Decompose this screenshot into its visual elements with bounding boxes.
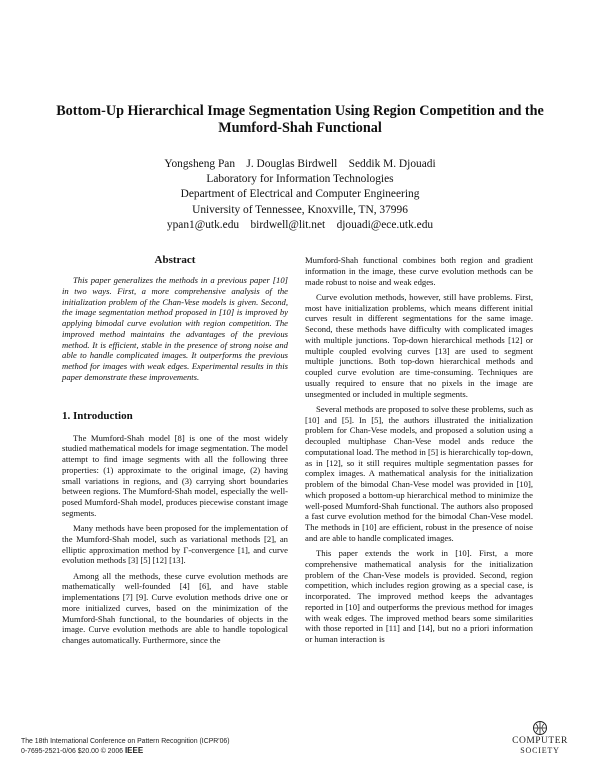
body-paragraph: This paper extends the work in [10]. First, a more comprehensive mathematical analysis for the initialization problem of the Chan-Vese models is provided. Second, region competition, which includes region growing as a special case, is incorporated. The improved method keeps the advantages reported in [10] and outperforms the previous method for images with weak edges. The improved method bears some similarities with those reported in [11] and [14], but no a priori information or human interaction is: [305, 548, 533, 644]
body-paragraph: Many methods have been proposed for the implementation of the Mumford-Shah model, such as variational methods [2], an elliptic approximation method by Γ-convergence [1], and curve evolution methods [3] [5] [12] [13].: [62, 523, 288, 566]
affiliation-dept: Department of Electrical and Computer Engineering: [180, 188, 420, 201]
affiliation-lab: Laboratory for Information Technologies: [206, 173, 394, 186]
body-paragraph: Curve evolution methods, however, still have problems. First, most have initialization problems, which means different initial curves result in different segmentations for the same image. Second, these methods have difficulty with complicated images with multiple junctions. Top-down hierarchical methods [12] or multiple coupled evolving curves [13] are used to segment multiple junctions. Both top-down hierarchical methods and coupled curve evolution are time-consuming. Techniques are usually required to ensure that no pixels in the image are unsegmented or included in multiple segments.: [305, 291, 533, 399]
right-column: [305, 255, 533, 645]
body-paragraph: Among all the methods, these curve evolution methods are mathematically well-founded [4] [6], and have stable implementations [7] [9]. Curve evolution methods drive one or more initialized curves, based on the minimization of the Mumford-Shah functional, to the boundaries of objects in the image. Curve evolution methods are able to handle topological changes automatically. Furthermore, since the: [62, 570, 288, 645]
logo-line-computer: COMPUTER: [512, 736, 568, 746]
computer-society-logo: [500, 720, 580, 770]
footer-conference: The 18th International Conference on Pattern Recognition (ICPR'06): [21, 738, 230, 745]
body-paragraph: Several methods are proposed to solve these problems, such as [10] and [5]. In [5], the authors illustrated the initialization problem for Chan-Vese models, and proposed a solution using a decoupled multiphase Chan-Vese model ands reduce the computational load. The method in [5] is hierarchically top-down, as in [12], so it still requires multiple segmentation passes for complex images. A mathematical analysis for the initialization problem of the bimodal Chan-Vese model was provided in [10], which proposed a bottom-up hierarchical method to minimize the well-posed Mumford-Shah functional. The authors also proposed a fast curve evolution method for the bimodal Chan-Vese model. The methods in [10] are efficient, robust in the presence of noise and are able to handle complicated images.: [305, 403, 533, 543]
ieee-logo-text: IEEE: [124, 746, 144, 755]
footer-copyright: [21, 746, 230, 756]
abstract-text: This paper generalizes the methods in a previous paper [10] in two ways. First, a more comprehensive analysis of the initialization problem of the Chan-Vese models is given. Second, the image segmentation method proposed in [10] is improved by applying bimodal curve evolution with region competition. The improved method maintains the advantages of the previous method. It is efficient, stable in the presence of strong noise and able to handle complicated images. It outperforms the previous method for images with weak edges. Experimental results in this paper demonstrate these improvements.: [62, 275, 288, 382]
page-footer: [21, 737, 230, 756]
author-block: [60, 157, 540, 233]
body-paragraph: Mumford-Shah functional combines both region and gradient information in the image, these curve evolution methods can be made robust to noise and weak edges.: [305, 255, 533, 287]
affiliation-univ: University of Tennessee, Knoxville, TN, 37996: [192, 203, 408, 216]
title-line-1: Bottom-Up Hierarchical Image Segmentation Using Region Competition and the: [56, 103, 544, 119]
paper-title: [30, 103, 570, 137]
author-emails: ypan1@utk.edu birdwell@lit.net djouadi@ece.utk.edu: [166, 218, 434, 231]
body-paragraph: The Mumford-Shah model [8] is one of the most widely studied mathematical models for image segmentation. The model attempt to find image segments with all the following three properties: (1) approximate to the original image, (2) having small variations in regions, and (3) carrying short boundaries between regions. The Mumford-Shah model, especially the well-posed Mumford-Shah model, produces piecewise constant image segments.: [62, 432, 288, 518]
abstract-heading: Abstract: [154, 254, 196, 266]
intro-heading: 1. Introduction: [62, 409, 133, 422]
logo-line-society: SOCIETY: [520, 746, 560, 755]
left-column: [62, 253, 288, 646]
title-line-2: Mumford-Shah Functional: [218, 120, 382, 136]
author-names: Yongsheng Pan J. Douglas Birdwell Seddik M. Djouadi: [164, 158, 436, 170]
computer-society-mark-icon: [529, 720, 551, 736]
footer-isbn: 0-7695-2521-0/06 $20.00 © 2006: [21, 748, 124, 755]
